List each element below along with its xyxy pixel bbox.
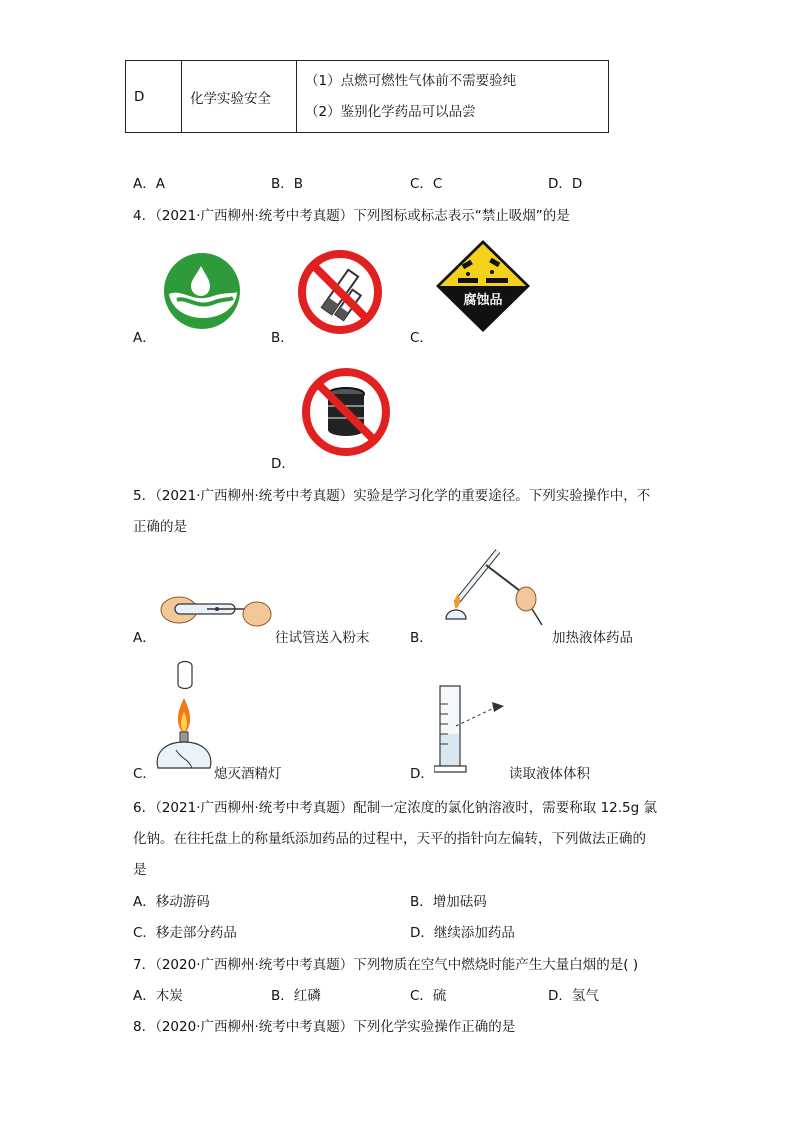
corrosive-sign-text: 腐蚀品 (463, 293, 503, 308)
options-table (125, 60, 609, 133)
q6-stem-line3: 是 (133, 862, 147, 878)
q6-option-b: B．增加砝码 (410, 894, 487, 910)
q4-stem: 4．（2021·广西柳州·统考中考真题）下列图标或标志表示“禁止吸烟”的是 (133, 208, 570, 224)
graduated-cylinder-illustration (434, 684, 514, 774)
q7-option-d: D．氢气 (548, 988, 599, 1004)
q5-label-c: C． (133, 766, 156, 782)
q6-option-d: D．继续添加药品 (410, 925, 515, 941)
q3-option-c: C．C (410, 176, 443, 192)
q5-label-a: A． (133, 630, 156, 646)
row-item-1: （1）点燃可燃性气体前不需要验纯 (305, 72, 517, 89)
row-item-2: （2）鉴别化学药品可以品尝 (305, 103, 476, 120)
q8-stem: 8．（2020·广西柳州·统考中考真题）下列化学实验操作正确的是 (133, 1019, 516, 1035)
q6-option-c: C．移走部分药品 (133, 925, 237, 941)
row-letter: D (126, 61, 182, 133)
q5-stem-line1: 5．（2021·广西柳州·统考中考真题）实验是学习化学的重要途径。下列实验操作中，不 (133, 488, 651, 504)
alcohol-lamp-illustration (152, 660, 216, 776)
row-topic: 化学实验安全 (182, 61, 297, 133)
q3-option-b: B．B (271, 176, 304, 192)
q7-option-a: A．木炭 (133, 988, 183, 1004)
q3-option-a: A．A (133, 176, 165, 192)
heating-liquid-illustration (436, 545, 548, 629)
q3-option-d: D．D (548, 176, 583, 192)
q5-stem-line2: 正确的是 (133, 519, 187, 535)
q4-label-a: A． (133, 330, 156, 346)
powder-into-tube-illustration (157, 590, 275, 632)
q6-stem-line2: 化钠。在往托盘上的称量纸添加药品的过程中，天平的指针向左偏转，下列做法正确的 (133, 831, 646, 847)
q5-caption-a: 往试管送入粉末 (275, 630, 370, 646)
table-row (126, 61, 609, 133)
no-smoking-icon (297, 249, 383, 335)
water-saving-icon (163, 252, 241, 330)
row-items (297, 61, 609, 133)
q5-caption-b: 加热液体药品 (552, 630, 633, 646)
q5-caption-d: 读取液体体积 (509, 766, 590, 782)
q7-option-c: C．硫 (410, 988, 447, 1004)
corrosive-sign-icon (434, 238, 532, 334)
q5-label-b: B． (410, 630, 433, 646)
q4-label-c: C． (410, 330, 433, 346)
q4-label-d: D． (271, 456, 295, 472)
q6-option-a: A．移动游码 (133, 894, 210, 910)
q7-option-b: B．红磷 (271, 988, 321, 1004)
q5-label-d: D． (410, 766, 434, 782)
q7-stem: 7．（2020·广西柳州·统考中考真题）下列物质在空气中燃烧时能产生大量白烟的是( ) (133, 957, 639, 973)
no-oil-drum-icon (300, 366, 392, 458)
q4-label-b: B． (271, 330, 294, 346)
q5-caption-c: 熄灭酒精灯 (214, 766, 282, 782)
q6-stem-line1: 6．（2021·广西柳州·统考中考真题）配制一定浓度的氯化钠溶液时，需要称取 12.5g 氯 (133, 800, 657, 816)
